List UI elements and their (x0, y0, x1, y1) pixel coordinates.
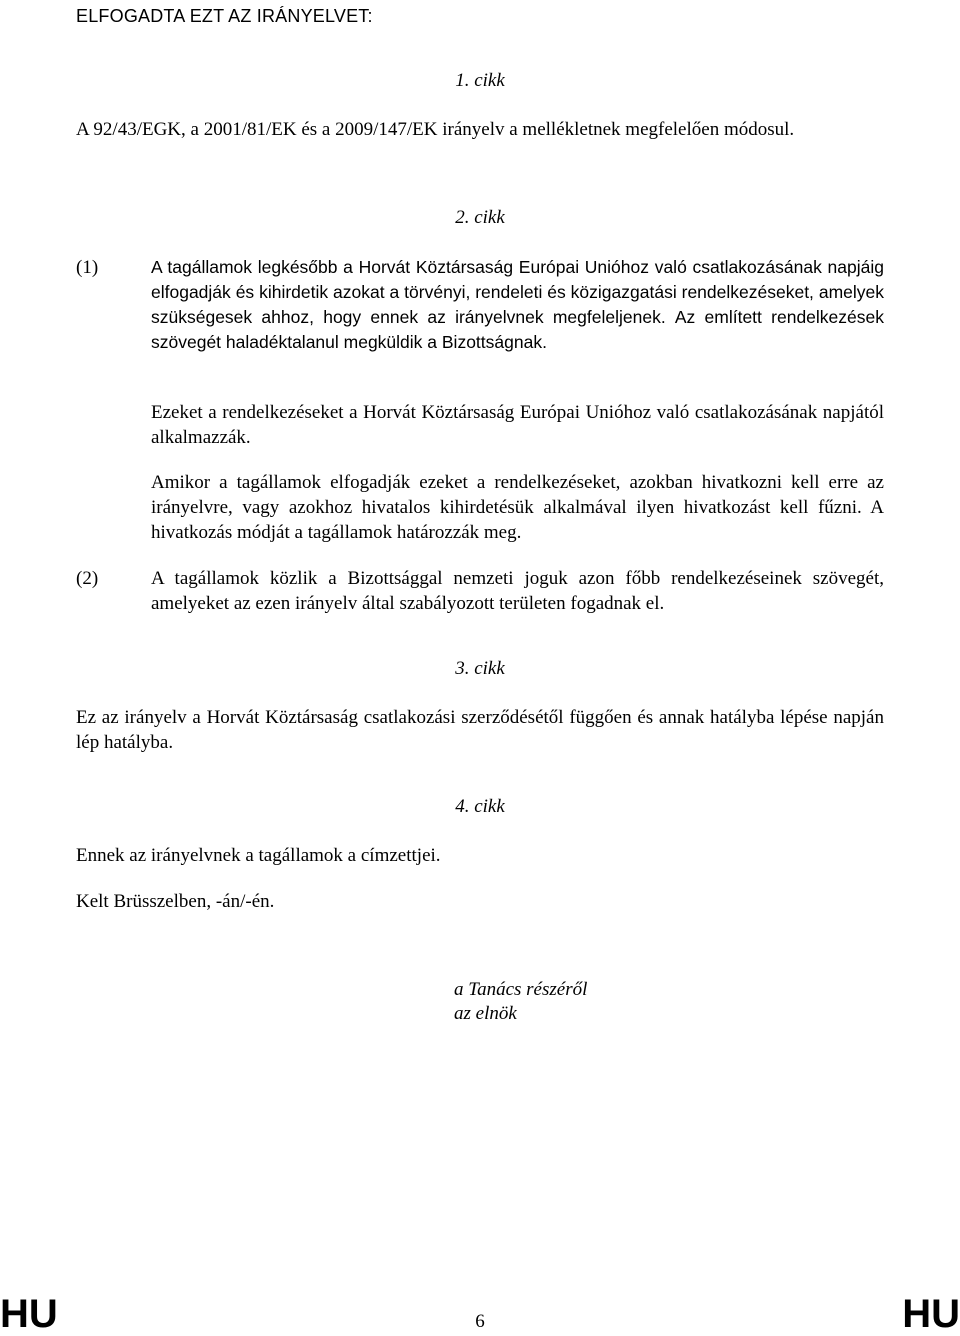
signature-line-1: a Tanács részéről (454, 979, 588, 1000)
article-2-title: 2. cikk (455, 207, 505, 228)
page-number: 6 (475, 1311, 485, 1332)
paragraph-2-number: (2) (76, 568, 99, 589)
footer-language-right: HU (902, 1292, 960, 1336)
article-1-title: 1. cikk (455, 70, 505, 91)
paragraph-1-subparagraph-2: Ezeket a rendelkezéseket a Horvát Köztársaság Európai Unióhoz való csatlakozásának napjától alkalmazzák. (151, 402, 884, 448)
article-1-text: A 92/43/EGK, a 2001/81/EK és a 2009/147/EK irányelv a mellékletnek megfelelően módosul. (76, 119, 795, 140)
article-3-text: Ez az irányelv a Horvát Köztársaság csatlakozási szerződésétől függően és annak hatályba lépése napján lép hatályba. (76, 707, 884, 753)
document-heading: ELFOGADTA EZT AZ IRÁNYELVET: (76, 6, 373, 26)
article-2-paragraph-1 (151, 255, 884, 355)
article-3-title: 3. cikk (455, 658, 505, 679)
paragraph-1-text-b: Az említett rendelkezések szövegét haladéktalanul megküldik a Bizottságnak. (151, 307, 884, 352)
paragraph-1-subparagraph-3: Amikor a tagállamok elfogadják ezeket a rendelkezéseket, azokban hivatkozni kell erre az irányelvre, vagy azokhoz hivatalos kihirdetésük alkalmával ilyen hivatkozást kell fűzni. A hivatkozás módját a tagállamok határozzák meg. (151, 472, 884, 543)
article-4-title: 4. cikk (455, 796, 505, 817)
place-and-date: Kelt Brüsszelben, -án/-én. (76, 891, 275, 912)
paragraph-1-number: (1) (76, 257, 99, 278)
footer-language-left: HU (0, 1292, 58, 1336)
article-2-paragraph-2: A tagállamok közlik a Bizottsággal nemzeti joguk azon főbb rendelkezéseinek szövegét, amelyeket az ezen irányelv által szabályozott területen fogadnak el. (151, 568, 884, 614)
article-4-text: Ennek az irányelvnek a tagállamok a címzettjei. (76, 845, 441, 866)
signature-line-2: az elnök (454, 1003, 517, 1024)
paragraph-1-text-a: A tagállamok legkésőbb a Horvát Köztársaság Európai Unióhoz való csatlakozásának napjáig elfogadják és kihirdetik azokat a törvényi, rendeleti és közigazgatási rendelkezéseket, amelyek szükségesek ahhoz, hogy ennek az irányelvnek megfeleljenek. (151, 257, 884, 327)
